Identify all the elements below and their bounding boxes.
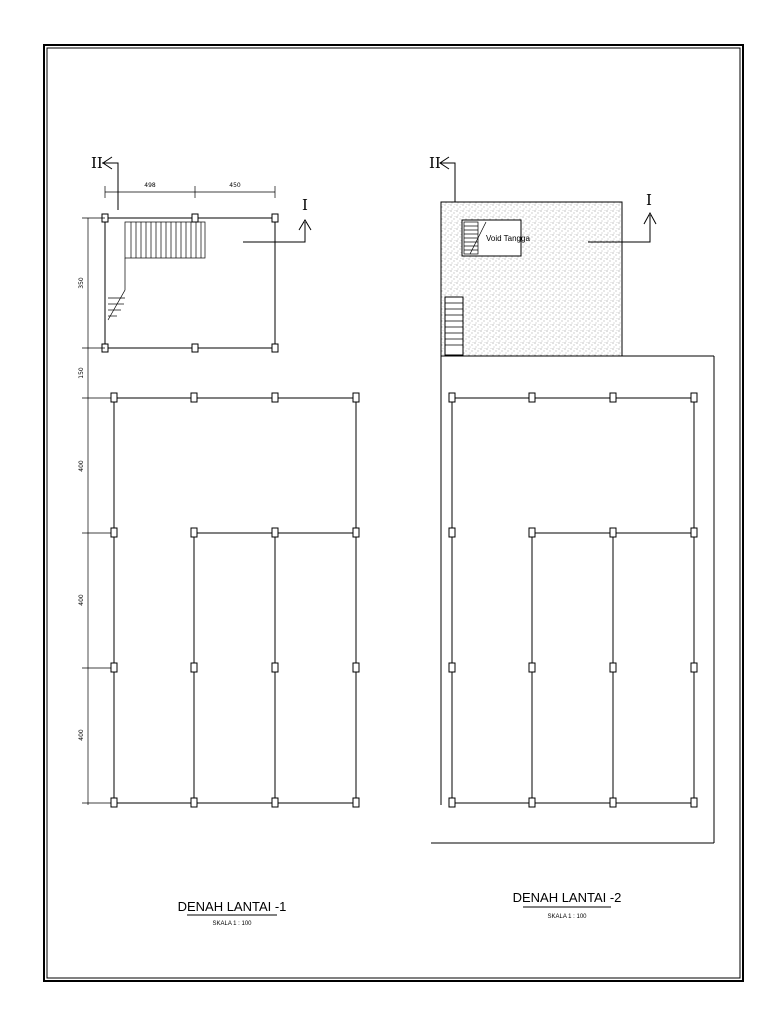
void-tangga [462,220,530,256]
svg-text:II: II [91,154,103,172]
plan2-scale: SKALA 1 : 100 [547,914,587,920]
plan1-top-dimensions [105,182,275,198]
dim-left-5: 400 [78,729,85,741]
plan1-title-block [178,899,287,927]
dim-left-2: 150 [78,367,85,379]
plan1-upper-block [102,214,278,352]
section-marker-ii-plan2 [429,154,455,202]
plan1-left-dimensions [78,218,112,805]
plan1-title: DENAH LANTAI -1 [177,899,287,914]
svg-text:II: II [429,154,441,172]
floor-plan-1 [78,154,359,927]
dim-top-2: 450 [229,182,241,189]
void-tangga-label: Void Tangga [486,234,530,243]
svg-text:I: I [302,196,308,214]
plan2-lower-grid [449,393,697,807]
dim-left-1: 350 [78,277,85,289]
svg-text:I: I [646,191,652,209]
plan2-title-block [513,890,622,920]
dim-top-1: 498 [144,182,156,189]
plan1-lower-grid [111,393,359,807]
dim-left-3: 400 [78,460,85,472]
plan2-boundary [431,356,714,843]
plan2-title: DENAH LANTAI -2 [512,890,622,905]
plan2-side-stair [445,297,463,355]
stair-symbol [108,222,205,320]
dim-left-4: 400 [78,594,85,606]
section-marker-ii-plan1 [91,154,118,210]
floor-plan-2 [429,154,714,920]
plan1-scale: SKALA 1 : 100 [212,921,252,927]
